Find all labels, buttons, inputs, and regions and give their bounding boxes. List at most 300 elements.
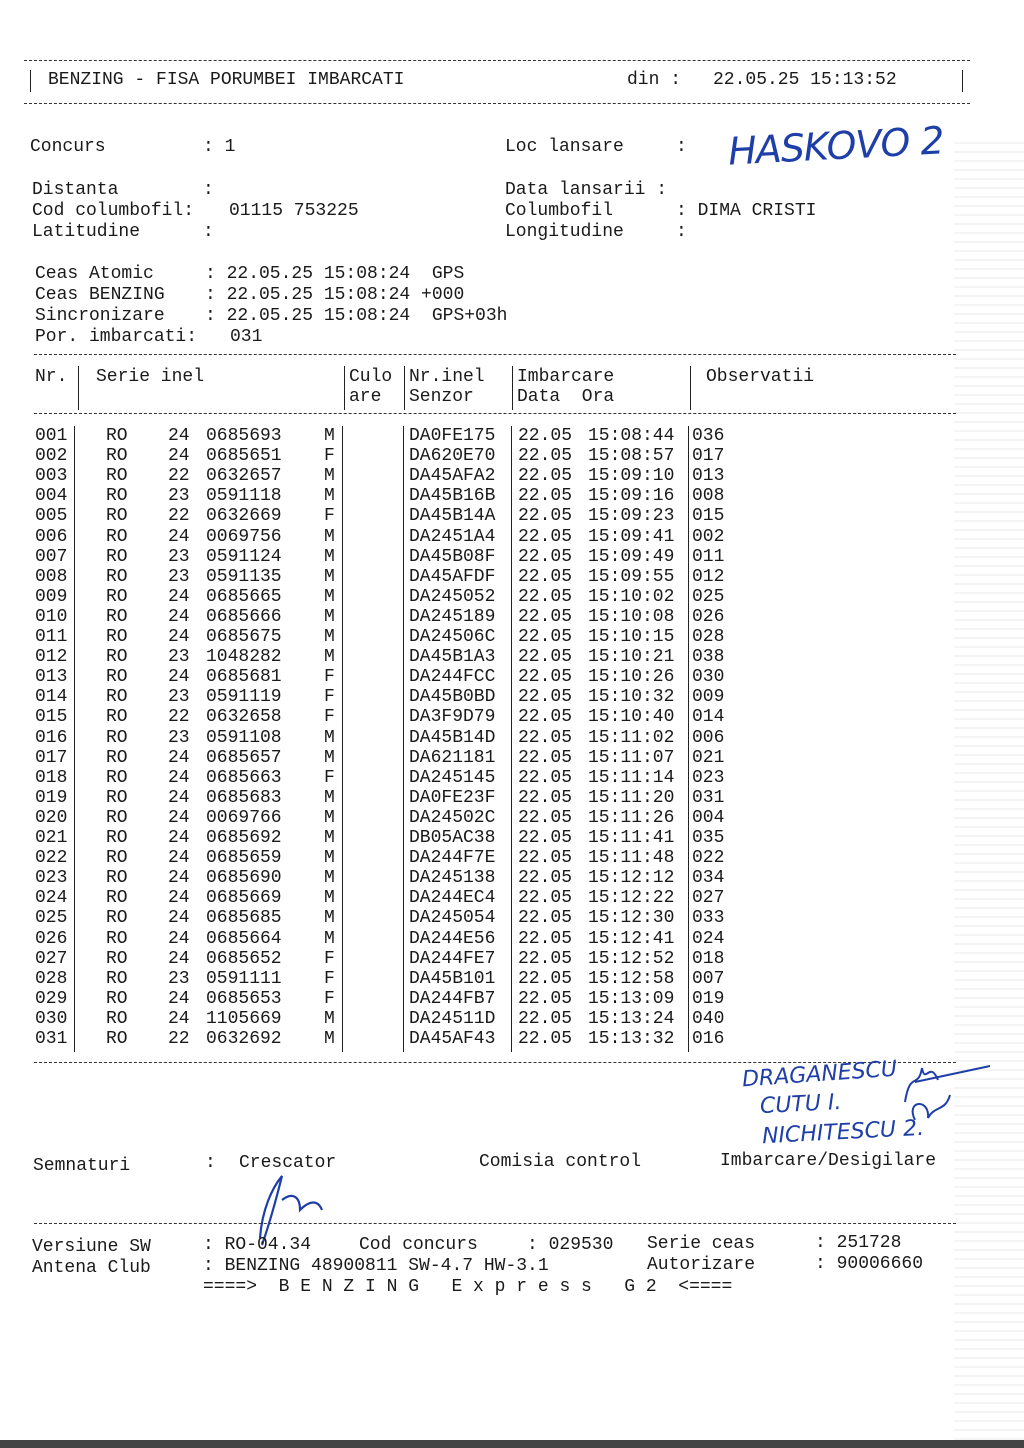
row-time: 15:11:26 [588,807,675,828]
row-ring: 0685666 [206,606,282,627]
row-sex: M [324,627,335,647]
row-obs: 014 [692,707,725,728]
semnaturi-label: Semnaturi [33,1156,131,1176]
row-nr: 025 [35,908,68,929]
row-date: 22.05 [518,868,573,889]
row-ring: 0685653 [206,988,282,1009]
latitudine-value: : [203,222,214,242]
row-date: 22.05 [518,767,573,788]
row-sensor: DA244FB7 [409,988,496,1009]
row-ring: 0685685 [206,908,282,929]
row-date: 22.05 [518,908,573,929]
row-sex: M [324,1029,335,1049]
row-sensor: DA2451A4 [409,526,496,547]
row-obs: 025 [692,586,725,607]
row-country: RO [106,948,128,969]
row-time: 15:10:15 [588,627,675,647]
row-sensor: DA45B1A3 [409,647,496,668]
row-country: RO [106,787,128,808]
row-sensor: DA45B14D [409,727,496,748]
row-sex: M [324,466,335,487]
row-nr: 028 [35,968,68,989]
row-sensor: DA244FCC [409,667,496,688]
row-ring: 0685690 [206,868,282,889]
row-obs: 035 [692,828,725,848]
row-country: RO [106,1008,128,1029]
row-year: 23 [168,546,190,567]
row-obs: 033 [692,908,725,929]
row-country: RO [106,928,128,949]
row-sex: M [324,848,335,869]
col-header-nr: Nr. [35,367,68,387]
row-country: RO [106,667,128,688]
row-nr: 014 [35,687,68,708]
antena-club-label: Antena Club [32,1258,151,1278]
col-header-culoare-1: Culo [349,367,393,387]
handwritten-name-2: CUTU I. [759,1089,843,1120]
row-year: 24 [168,526,190,547]
row-obs: 021 [692,747,725,768]
row-date: 22.05 [518,466,573,487]
print-date: 22.05.25 15:13:52 [713,70,897,90]
row-time: 15:11:48 [588,848,675,869]
row-nr: 002 [35,446,68,467]
row-ring: 0685693 [206,426,282,446]
footer-top-rule [34,1223,956,1224]
row-year: 24 [168,606,190,627]
row-time: 15:08:44 [588,426,675,446]
row-sex: F [324,767,335,788]
col-header-serie: Serie inel [96,367,205,387]
row-obs: 026 [692,606,725,627]
commission-signature-1 [905,1066,990,1102]
row-date: 22.05 [518,1008,573,1029]
row-obs: 034 [692,868,725,889]
row-ring: 0685669 [206,888,282,909]
row-year: 24 [168,667,190,688]
row-ring: 0591118 [206,486,282,507]
row-time: 15:10:26 [588,667,675,688]
row-year: 24 [168,928,190,949]
row-sensor: DA245189 [409,606,496,627]
longitudine-label: Longitudine [505,222,624,242]
row-nr: 011 [35,627,68,647]
row-ring: 0685683 [206,787,282,808]
row-obs: 013 [692,466,725,487]
row-year: 24 [168,848,190,869]
row-time: 15:11:41 [588,828,675,848]
cod-columbofil-label: Cod columbofil: [32,201,195,221]
row-sensor: DA45AF43 [409,1029,496,1049]
handwritten-name-1: DRAGANESCU [741,1056,898,1093]
row-ring: 0591124 [206,546,282,567]
row-sensor: DB05AC38 [409,828,496,848]
ceas-benzing-label: Ceas BENZING [35,285,165,305]
row-year: 24 [168,948,190,969]
row-sex: M [324,486,335,507]
row-obs: 038 [692,647,725,668]
row-nr: 029 [35,988,68,1009]
row-sex: M [324,566,335,587]
benzing-express-banner: ====> B E N Z I N G E x p r e s s G 2 <==== [203,1277,733,1297]
row-sex: M [324,787,335,808]
row-nr: 012 [35,647,68,668]
row-date: 22.05 [518,506,573,527]
row-nr: 026 [35,928,68,949]
row-date: 22.05 [518,727,573,748]
row-date: 22.05 [518,627,573,647]
row-year: 24 [168,1008,190,1029]
row-time: 15:12:12 [588,868,675,889]
row-nr: 006 [35,526,68,547]
col-header-imbarcare-2: Data Ora [517,387,615,407]
row-date: 22.05 [518,787,573,808]
comisia-label: Comisia control [479,1152,642,1172]
row-country: RO [106,687,128,708]
row-sex: M [324,928,335,949]
loc-lansare-label: Loc lansare [505,137,624,157]
row-date: 22.05 [518,968,573,989]
row-nr: 005 [35,506,68,527]
row-nr: 013 [35,667,68,688]
col-header-imbarcare-1: Imbarcare [517,367,615,387]
row-time: 15:12:52 [588,948,675,969]
row-sensor: DA620E70 [409,446,496,467]
row-country: RO [106,586,128,607]
row-sex: F [324,667,335,688]
row-country: RO [106,868,128,889]
row-year: 24 [168,787,190,808]
row-year: 24 [168,426,190,446]
row-year: 24 [168,828,190,848]
imbarcare-desigilare-label: Imbarcare/Desigilare [720,1151,937,1171]
row-sex: M [324,647,335,668]
row-country: RO [106,908,128,929]
row-time: 15:09:49 [588,546,675,567]
row-time: 15:11:14 [588,767,675,788]
col-header-inel-1: Nr.inel [409,367,485,387]
row-year: 24 [168,627,190,647]
row-year: 24 [168,446,190,467]
row-sensor: DA45B0BD [409,687,496,708]
serie-ceas-value: : 251728 [815,1233,902,1253]
row-sex: M [324,727,335,748]
row-sensor: DA3F9D79 [409,707,496,728]
row-date: 22.05 [518,446,573,467]
row-country: RO [106,968,128,989]
cod-columbofil-value: 01115 753225 [229,201,359,221]
por-imbarcati-label: Por. imbarcati: [35,327,198,347]
row-year: 24 [168,747,190,768]
row-sex: F [324,506,335,527]
row-sex: M [324,868,335,889]
row-obs: 012 [692,566,725,587]
row-ring: 0069766 [206,807,282,828]
row-year: 23 [168,727,190,748]
row-sex: F [324,968,335,989]
latitudine-label: Latitudine [32,222,141,242]
row-year: 22 [168,506,190,527]
row-nr: 015 [35,707,68,728]
row-date: 22.05 [518,707,573,728]
crescator-label: Crescator [239,1153,337,1173]
row-sex: M [324,807,335,828]
ceas-benzing-value: : 22.05.25 15:08:24 +000 [205,285,465,305]
row-time: 15:11:07 [588,747,675,768]
row-sensor: DA45B101 [409,968,496,989]
row-year: 24 [168,908,190,929]
row-sensor: DA45AFDF [409,566,496,587]
row-obs: 027 [692,888,725,909]
distanta-label: Distanta [32,180,119,200]
row-date: 22.05 [518,566,573,587]
row-year: 22 [168,466,190,487]
row-time: 15:10:40 [588,707,675,728]
row-time: 15:13:32 [588,1029,675,1049]
sincronizare-label: Sincronizare [35,306,165,326]
row-date: 22.05 [518,647,573,668]
row-country: RO [106,627,128,647]
row-ring: 0685681 [206,667,282,688]
row-country: RO [106,747,128,768]
row-country: RO [106,546,128,567]
row-nr: 031 [35,1029,68,1049]
row-date: 22.05 [518,606,573,627]
row-obs: 031 [692,787,725,808]
row-sensor: DA45AFA2 [409,466,496,487]
concurs-label: Concurs [30,137,106,157]
row-obs: 004 [692,807,725,828]
row-sex: M [324,606,335,627]
row-ring: 0685659 [206,848,282,869]
row-sensor: DA0FE23F [409,787,496,808]
row-country: RO [106,486,128,507]
row-obs: 019 [692,988,725,1009]
row-date: 22.05 [518,948,573,969]
concurs-value: : 1 [203,137,236,157]
row-time: 15:09:41 [588,526,675,547]
row-obs: 011 [692,546,725,567]
handwritten-name-3: NICHITESCU 2. [761,1115,925,1150]
row-ring: 0685657 [206,747,282,768]
row-time: 15:13:09 [588,988,675,1009]
row-country: RO [106,446,128,467]
row-sex: M [324,526,335,547]
row-time: 15:11:20 [588,787,675,808]
row-date: 22.05 [518,807,573,828]
row-ring: 0632669 [206,506,282,527]
row-year: 24 [168,868,190,889]
row-nr: 009 [35,586,68,607]
serie-ceas-label: Serie ceas [647,1234,756,1254]
row-nr: 007 [35,546,68,567]
row-date: 22.05 [518,586,573,607]
row-obs: 006 [692,727,725,748]
ceas-atomic-label: Ceas Atomic [35,264,154,284]
semnaturi-colon: : [205,1153,216,1173]
row-obs: 002 [692,526,725,547]
row-nr: 021 [35,828,68,848]
row-country: RO [106,848,128,869]
row-nr: 027 [35,948,68,969]
row-nr: 023 [35,868,68,889]
row-sex: M [324,888,335,909]
row-ring: 0632658 [206,707,282,728]
row-nr: 008 [35,566,68,587]
row-obs: 007 [692,968,725,989]
row-obs: 036 [692,426,725,446]
row-country: RO [106,606,128,627]
row-year: 24 [168,888,190,909]
row-country: RO [106,828,128,848]
row-date: 22.05 [518,546,573,567]
row-ring: 0632692 [206,1029,282,1049]
row-sensor: DA245138 [409,868,496,889]
ceas-atomic-value: : 22.05.25 15:08:24 GPS [205,264,465,284]
row-year: 24 [168,807,190,828]
row-country: RO [106,767,128,788]
row-sensor: DA0FE175 [409,426,496,446]
row-date: 22.05 [518,888,573,909]
row-obs: 022 [692,848,725,869]
row-date: 22.05 [518,426,573,446]
row-time: 15:12:58 [588,968,675,989]
row-nr: 003 [35,466,68,487]
cod-concurs-label: Cod concurs [359,1235,478,1255]
row-year: 22 [168,707,190,728]
row-nr: 010 [35,606,68,627]
col-header-observatii: Observatii [706,367,815,387]
row-sex: M [324,747,335,768]
row-year: 23 [168,647,190,668]
cod-concurs-value: : 029530 [527,1235,614,1255]
por-imbarcati-value: 031 [230,327,263,347]
row-time: 15:13:24 [588,1008,675,1029]
row-nr: 020 [35,807,68,828]
row-sensor: DA45B08F [409,546,496,567]
row-obs: 017 [692,446,725,467]
row-obs: 008 [692,486,725,507]
row-sensor: DA245052 [409,586,496,607]
row-time: 15:11:02 [588,727,675,748]
antena-club-value: : BENZING 48900811 SW-4.7 HW-3.1 [203,1256,549,1276]
row-obs: 028 [692,627,725,647]
distanta-value: : [203,180,214,200]
row-date: 22.05 [518,687,573,708]
row-time: 15:09:55 [588,566,675,587]
row-sex: M [324,546,335,567]
row-country: RO [106,1029,128,1049]
row-sex: F [324,446,335,467]
sincronizare-value: : 22.05.25 15:08:24 GPS+03h [205,306,508,326]
row-time: 15:10:02 [588,586,675,607]
autorizare-value: : 90006660 [815,1254,924,1274]
versiune-sw-label: Versiune SW [32,1237,151,1257]
autorizare-label: Autorizare [647,1255,756,1275]
row-date: 22.05 [518,828,573,848]
row-country: RO [106,566,128,587]
row-date: 22.05 [518,1029,573,1049]
row-nr: 018 [35,767,68,788]
row-year: 24 [168,767,190,788]
row-sensor: DA45B16B [409,486,496,507]
row-date: 22.05 [518,526,573,547]
row-sex: F [324,988,335,1009]
row-year: 23 [168,486,190,507]
row-country: RO [106,506,128,527]
row-country: RO [106,807,128,828]
row-year: 23 [168,687,190,708]
row-sensor: DA244E56 [409,928,496,949]
row-ring: 0632657 [206,466,282,487]
row-sex: F [324,707,335,728]
row-ring: 0685692 [206,828,282,848]
row-time: 15:12:30 [588,908,675,929]
commission-signature-2 [913,1095,950,1120]
row-country: RO [106,727,128,748]
row-obs: 009 [692,687,725,708]
row-ring: 0685675 [206,627,282,647]
row-date: 22.05 [518,848,573,869]
row-year: 23 [168,968,190,989]
row-sex: F [324,948,335,969]
col-header-inel-2: Senzor [409,387,474,407]
row-ring: 0685652 [206,948,282,969]
columbofil-label: Columbofil [505,201,614,221]
row-ring: 0685663 [206,767,282,788]
row-time: 15:09:10 [588,466,675,487]
row-country: RO [106,426,128,446]
row-sensor: DA24511D [409,1008,496,1029]
row-date: 22.05 [518,667,573,688]
row-year: 22 [168,1029,190,1049]
row-sex: F [324,687,335,708]
row-obs: 016 [692,1029,725,1049]
row-time: 15:12:22 [588,888,675,909]
row-sex: M [324,426,335,446]
row-sensor: DA245145 [409,767,496,788]
row-nr: 017 [35,747,68,768]
row-sensor: DA244FE7 [409,948,496,969]
row-obs: 018 [692,948,725,969]
row-year: 24 [168,586,190,607]
scan-bottom-edge [0,1440,1024,1448]
row-ring: 1105669 [206,1008,282,1029]
row-nr: 016 [35,727,68,748]
row-country: RO [106,888,128,909]
row-sensor: DA621181 [409,747,496,768]
row-obs: 030 [692,667,725,688]
row-time: 15:10:32 [588,687,675,708]
row-nr: 022 [35,848,68,869]
row-ring: 0591135 [206,566,282,587]
row-sensor: DA24502C [409,807,496,828]
row-obs: 040 [692,1008,725,1029]
row-sex: M [324,828,335,848]
row-date: 22.05 [518,486,573,507]
row-date: 22.05 [518,747,573,768]
row-ring: 0591108 [206,727,282,748]
row-nr: 030 [35,1008,68,1029]
columbofil-value: : DIMA CRISTI [676,201,817,221]
row-country: RO [106,647,128,668]
document-title: BENZING - FISA PORUMBEI IMBARCATI [48,70,405,90]
row-time: 15:10:21 [588,647,675,668]
row-country: RO [106,988,128,1009]
versiune-sw-value: : RO-04.34 [203,1235,312,1255]
row-time: 15:09:23 [588,506,675,527]
row-sensor: DA245054 [409,908,496,929]
